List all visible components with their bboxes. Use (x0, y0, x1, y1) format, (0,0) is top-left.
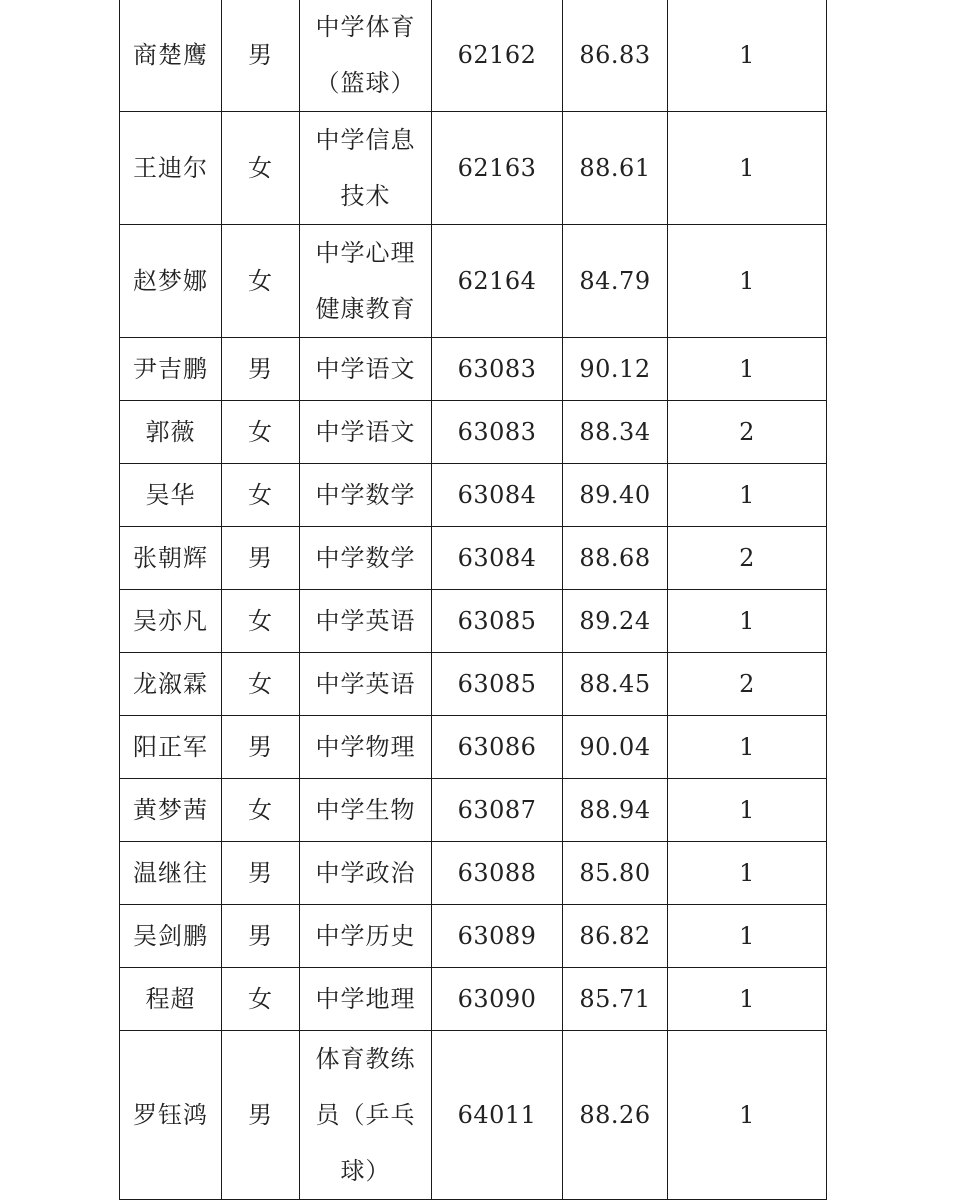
cell-gender: 女 (222, 225, 300, 338)
cell-rank: 1 (668, 1031, 827, 1200)
cell-position-code: 63086 (432, 716, 563, 779)
cell-score: 85.71 (563, 968, 668, 1031)
cell-subject: 中学体育（篮球） (300, 0, 432, 112)
cell-position-code: 63088 (432, 842, 563, 905)
cell-score: 84.79 (563, 225, 668, 338)
cell-name: 尹吉鹏 (120, 338, 222, 401)
cell-score: 89.24 (563, 590, 668, 653)
cell-rank: 1 (668, 0, 827, 112)
table-row (120, 905, 827, 968)
cell-position-code: 63090 (432, 968, 563, 1031)
table-row (120, 112, 827, 225)
cell-rank: 1 (668, 842, 827, 905)
table-row (120, 716, 827, 779)
cell-score: 90.12 (563, 338, 668, 401)
cell-subject: 中学物理 (300, 716, 432, 779)
cell-gender: 男 (222, 338, 300, 401)
cell-name: 吴华 (120, 464, 222, 527)
cell-name: 吴亦凡 (120, 590, 222, 653)
cell-gender: 男 (222, 0, 300, 112)
cell-subject: 中学历史 (300, 905, 432, 968)
cell-score: 86.83 (563, 0, 668, 112)
cell-subject: 中学心理健康教育 (300, 225, 432, 338)
cell-rank: 2 (668, 527, 827, 590)
cell-subject: 中学语文 (300, 338, 432, 401)
table-row (120, 225, 827, 338)
cell-name: 郭薇 (120, 401, 222, 464)
cell-position-code: 63087 (432, 779, 563, 842)
cell-score: 88.26 (563, 1031, 668, 1200)
table-row (120, 401, 827, 464)
cell-score: 89.40 (563, 464, 668, 527)
table-row (120, 0, 827, 112)
cell-rank: 1 (668, 779, 827, 842)
cell-score: 85.80 (563, 842, 668, 905)
cell-subject: 中学数学 (300, 527, 432, 590)
cell-name: 黄梦茜 (120, 779, 222, 842)
cell-position-code: 63085 (432, 590, 563, 653)
table-row (120, 464, 827, 527)
cell-gender: 女 (222, 779, 300, 842)
table-row (120, 1031, 827, 1200)
cell-score: 90.04 (563, 716, 668, 779)
results-table (119, 0, 827, 1200)
cell-gender: 男 (222, 842, 300, 905)
cell-rank: 1 (668, 590, 827, 653)
cell-gender: 女 (222, 401, 300, 464)
cell-score: 88.68 (563, 527, 668, 590)
table-row (120, 968, 827, 1031)
cell-position-code: 63083 (432, 338, 563, 401)
cell-name: 程超 (120, 968, 222, 1031)
cell-name: 张朝辉 (120, 527, 222, 590)
cell-name: 王迪尔 (120, 112, 222, 225)
cell-subject: 体育教练员（乒乓球） (300, 1031, 432, 1200)
cell-name: 龙溆霖 (120, 653, 222, 716)
cell-position-code: 64011 (432, 1031, 563, 1200)
cell-subject: 中学英语 (300, 590, 432, 653)
cell-rank: 2 (668, 401, 827, 464)
cell-subject: 中学地理 (300, 968, 432, 1031)
cell-position-code: 63089 (432, 905, 563, 968)
cell-subject: 中学英语 (300, 653, 432, 716)
cell-gender: 女 (222, 590, 300, 653)
cell-gender: 男 (222, 905, 300, 968)
results-table-body (120, 0, 827, 1200)
cell-score: 88.94 (563, 779, 668, 842)
cell-rank: 1 (668, 338, 827, 401)
cell-name: 商楚鹰 (120, 0, 222, 112)
cell-gender: 男 (222, 527, 300, 590)
cell-name: 吴剑鹏 (120, 905, 222, 968)
cell-subject: 中学政治 (300, 842, 432, 905)
cell-gender: 女 (222, 653, 300, 716)
cell-position-code: 63084 (432, 527, 563, 590)
cell-subject: 中学数学 (300, 464, 432, 527)
cell-rank: 1 (668, 968, 827, 1031)
table-row (120, 653, 827, 716)
cell-name: 罗钰鸿 (120, 1031, 222, 1200)
cell-position-code: 62163 (432, 112, 563, 225)
table-row (120, 590, 827, 653)
cell-rank: 1 (668, 716, 827, 779)
cell-rank: 1 (668, 112, 827, 225)
cell-gender: 男 (222, 716, 300, 779)
cell-position-code: 63085 (432, 653, 563, 716)
table-row (120, 842, 827, 905)
results-table-container (119, 0, 827, 1200)
cell-subject: 中学信息技术 (300, 112, 432, 225)
table-row (120, 527, 827, 590)
cell-gender: 女 (222, 464, 300, 527)
cell-score: 88.34 (563, 401, 668, 464)
cell-position-code: 63084 (432, 464, 563, 527)
cell-gender: 女 (222, 968, 300, 1031)
cell-rank: 1 (668, 464, 827, 527)
cell-rank: 2 (668, 653, 827, 716)
cell-name: 阳正军 (120, 716, 222, 779)
cell-score: 88.45 (563, 653, 668, 716)
cell-name: 赵梦娜 (120, 225, 222, 338)
cell-subject: 中学语文 (300, 401, 432, 464)
cell-position-code: 62164 (432, 225, 563, 338)
table-row (120, 338, 827, 401)
cell-score: 88.61 (563, 112, 668, 225)
cell-position-code: 62162 (432, 0, 563, 112)
cell-subject: 中学生物 (300, 779, 432, 842)
cell-score: 86.82 (563, 905, 668, 968)
cell-position-code: 63083 (432, 401, 563, 464)
table-row (120, 779, 827, 842)
cell-gender: 男 (222, 1031, 300, 1200)
cell-name: 温继往 (120, 842, 222, 905)
cell-rank: 1 (668, 225, 827, 338)
cell-gender: 女 (222, 112, 300, 225)
cell-rank: 1 (668, 905, 827, 968)
